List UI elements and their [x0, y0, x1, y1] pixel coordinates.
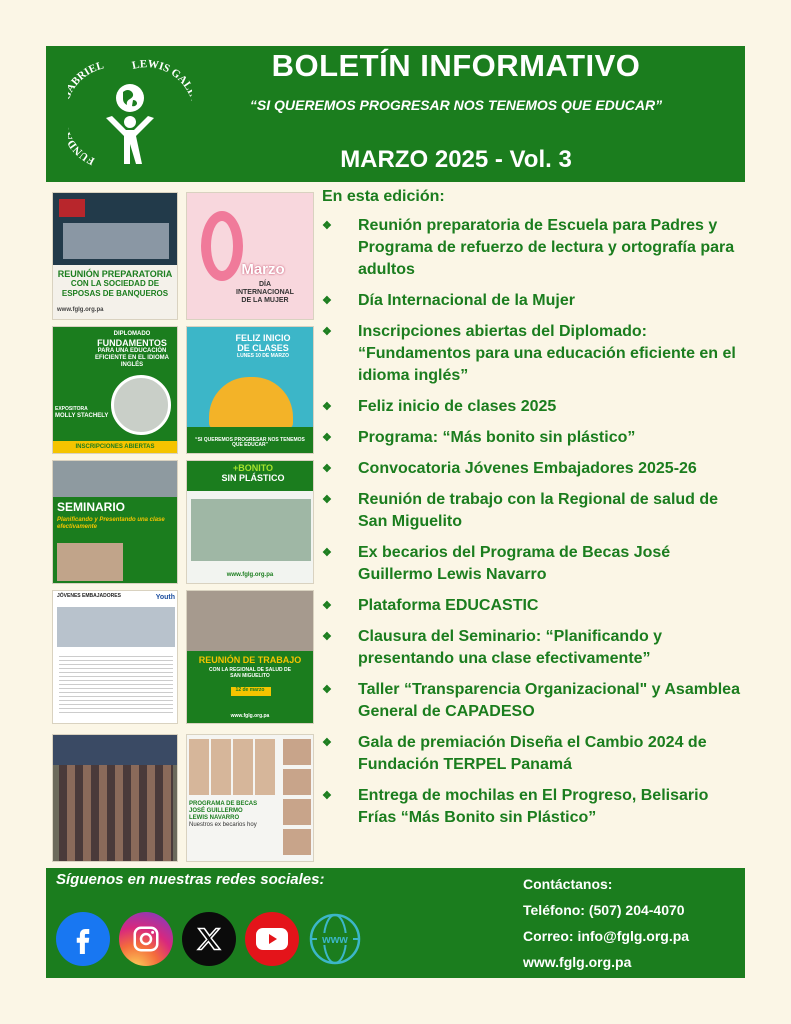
toc-item — [322, 321, 742, 387]
bullet-icon: ❖ — [322, 220, 332, 232]
tile-line: CON LA SOCIEDAD DE — [70, 279, 160, 289]
toc-item — [322, 489, 742, 533]
instagram-icon[interactable] — [119, 912, 173, 966]
bullet-icon: ❖ — [322, 295, 332, 307]
tile-back-to-school[interactable] — [186, 326, 314, 454]
newsletter-footer — [46, 868, 745, 978]
tile-no-plastic[interactable] — [186, 460, 314, 584]
newsletter-header — [46, 46, 745, 182]
svg-text:FUNDACION GABRIEL — [68, 59, 105, 167]
email-address[interactable]: Correo: info@fglg.org.pa — [523, 928, 690, 944]
slogan: “SI QUEREMOS PROGRESAR NOS TENEMOS QUE EDUCAR” — [249, 97, 663, 113]
tile-line: CON LA REGIONAL DE SALUD DE — [209, 667, 291, 673]
toc-item-text: Ex becarios del Programa de Becas José Guillermo Lewis Navarro — [358, 544, 671, 583]
tile-line: PROGRAMA DE BECAS — [189, 801, 258, 807]
tile-line: Youth — [155, 594, 175, 601]
tile-line: DIPLOMADO — [113, 331, 151, 337]
tile-preparatory-meeting[interactable] — [52, 192, 178, 320]
photo-collage — [52, 192, 314, 862]
logo-text-left: FUN BRIEL — [69, 59, 106, 168]
tile-line: “SI QUEREMOS PROGRESAR NOS TENEMOS QUE EDUCAR” — [195, 436, 305, 449]
tile-line: LEWIS NAVARRO — [189, 814, 240, 821]
toc-item-text: Clausura del Seminario: “Planificando y presentando una clase efectivamente” — [358, 628, 663, 667]
toc-item-text: Programa: “Más bonito sin plástico” — [358, 429, 636, 446]
globe-icon[interactable] — [308, 912, 362, 966]
tile-line: INSCRIPCIONES ABIERTAS — [75, 444, 155, 451]
toc-item-text: Convocatoria Jóvenes Embajadores 2025-26 — [358, 460, 697, 477]
tile-diplomado[interactable] — [52, 326, 178, 454]
toc-item-text: Entrega de mochilas en El Progreso, Belisario Frías “Más Bonito sin Plástico” — [358, 787, 709, 826]
bullet-icon: ❖ — [322, 432, 332, 444]
bullet-icon: ❖ — [322, 547, 332, 559]
toc-item-text: Reunión de trabajo con la Regional de salud de San Miguelito — [358, 491, 719, 530]
tile-url: www.fglg.org.pa — [226, 572, 274, 579]
phone-number[interactable]: Teléfono: (507) 204-4070 — [523, 902, 685, 918]
toc-item-text: Feliz inicio de clases 2025 — [358, 398, 557, 415]
contact-block — [523, 876, 689, 980]
tile-line: SEMINARIO — [57, 500, 126, 514]
toc-item — [322, 542, 742, 586]
issue-number: MARZO 2025 - Vol. 3 — [340, 146, 572, 173]
toc-item — [322, 626, 742, 670]
toc-item-text: Plataforma EDUCASTIC — [358, 597, 539, 614]
toc-item — [322, 427, 742, 449]
tile-line: SAN MIGUELITO — [230, 672, 270, 679]
toc-item-text: Reunión preparatoria de Escuela para Padres y Programa de refuerzo de lectura y ortografía para adultos — [358, 217, 735, 278]
toc-item — [322, 215, 742, 281]
tile-line: REUNIÓN DE TRABAJO — [198, 655, 302, 665]
bullet-icon: ❖ — [322, 631, 332, 643]
bullet-icon: ❖ — [322, 600, 332, 612]
bullet-icon: ❖ — [322, 463, 332, 475]
table-of-contents — [322, 215, 742, 838]
toc-item-text: Inscripciones abiertas del Diplomado: “Fundamentos para una educación eficiente en el idioma inglés” — [358, 323, 736, 384]
tile-line: DE CLASES — [237, 343, 289, 354]
website-link[interactable]: www.fglg.org.pa — [523, 954, 632, 970]
tile-line: DÍA — [258, 281, 272, 288]
toc-item — [322, 732, 742, 776]
tile-line: ESPOSAS DE BANQUEROS — [61, 288, 169, 298]
toc-item — [322, 290, 742, 312]
tile-line: LUNES 10 DE MARZO — [237, 352, 289, 359]
tile-line: SIN PLÁSTICO — [221, 473, 285, 484]
tile-line: Marzo — [241, 261, 285, 278]
toc-item — [322, 595, 742, 617]
tile-line: JÓVENES EMBAJADORES — [57, 593, 121, 599]
tile-line: Planificando y Presentando una clase efectivamente — [57, 517, 165, 530]
toc-item — [322, 679, 742, 723]
contact-label: Contáctanos: — [523, 876, 613, 892]
follow-us-label: Síguenos en nuestras redes sociales: — [56, 871, 325, 888]
tile-work-meeting[interactable] — [186, 590, 314, 724]
tile-line: +BONITO — [232, 463, 274, 473]
tile-line: INGLÉS — [120, 362, 144, 369]
tile-line: REUNIÓN PREPARATORIA — [57, 269, 173, 279]
tile-line: PARA UNA EDUCACIÓN — [97, 348, 167, 355]
newsletter-title: BOLETÍN INFORMATIVO — [271, 48, 641, 83]
bullet-icon: ❖ — [322, 494, 332, 506]
bullet-icon: ❖ — [322, 684, 332, 696]
tile-line: Nuestros ex becarios hoy — [189, 821, 257, 828]
tile-line: DE LA MUJER — [241, 297, 289, 305]
bullet-icon: ❖ — [322, 790, 332, 802]
toc-item — [322, 785, 742, 829]
www-label: www — [322, 934, 348, 946]
toc-item — [322, 458, 742, 480]
toc-item — [322, 396, 742, 418]
x-icon[interactable] — [182, 912, 236, 966]
tile-line: MOLLY STACHELY — [55, 412, 109, 419]
toc-item-text: Día Internacional de la Mujer — [358, 292, 575, 309]
logo-text-right: LEWIS GA — [130, 58, 190, 87]
foundation-logo — [68, 52, 192, 176]
tile-line: JOSÉ GUILLERMO — [189, 807, 243, 814]
bullet-icon: ❖ — [322, 401, 332, 413]
tile-line: FELIZ INICIO — [235, 333, 291, 343]
tile-line: EFICIENTE EN EL IDIOMA — [95, 355, 169, 362]
tile-line: INTERNACIONAL — [236, 289, 294, 297]
tile-url: www.fglg.org.pa — [57, 307, 104, 313]
tile-gala-photo[interactable] — [52, 734, 178, 862]
facebook-icon[interactable] — [56, 912, 110, 966]
tile-womens-day[interactable] — [186, 192, 314, 320]
bullet-icon: ❖ — [322, 326, 332, 338]
toc-item-text: Gala de premiación Diseña el Cambio 2024 de Fundación TERPEL Panamá — [358, 734, 707, 773]
tile-line: FUNDAMENTOS — [97, 337, 167, 348]
tile-url: www.fglg.org.pa — [230, 713, 270, 720]
toc-heading: En esta edición: — [322, 188, 445, 205]
bullet-icon: ❖ — [322, 737, 332, 749]
tile-young-ambassadors[interactable] — [52, 590, 178, 724]
youtube-icon[interactable] — [245, 912, 299, 966]
toc-item-text: Taller “Transparencia Organizacional" y Asamblea General de CAPADESO — [358, 681, 740, 720]
tile-line: 12 de marzo — [235, 687, 265, 693]
tile-scholarship[interactable] — [186, 734, 314, 862]
tile-seminar[interactable] — [52, 460, 178, 584]
tile-line: EXPOSITORA — [55, 406, 88, 412]
